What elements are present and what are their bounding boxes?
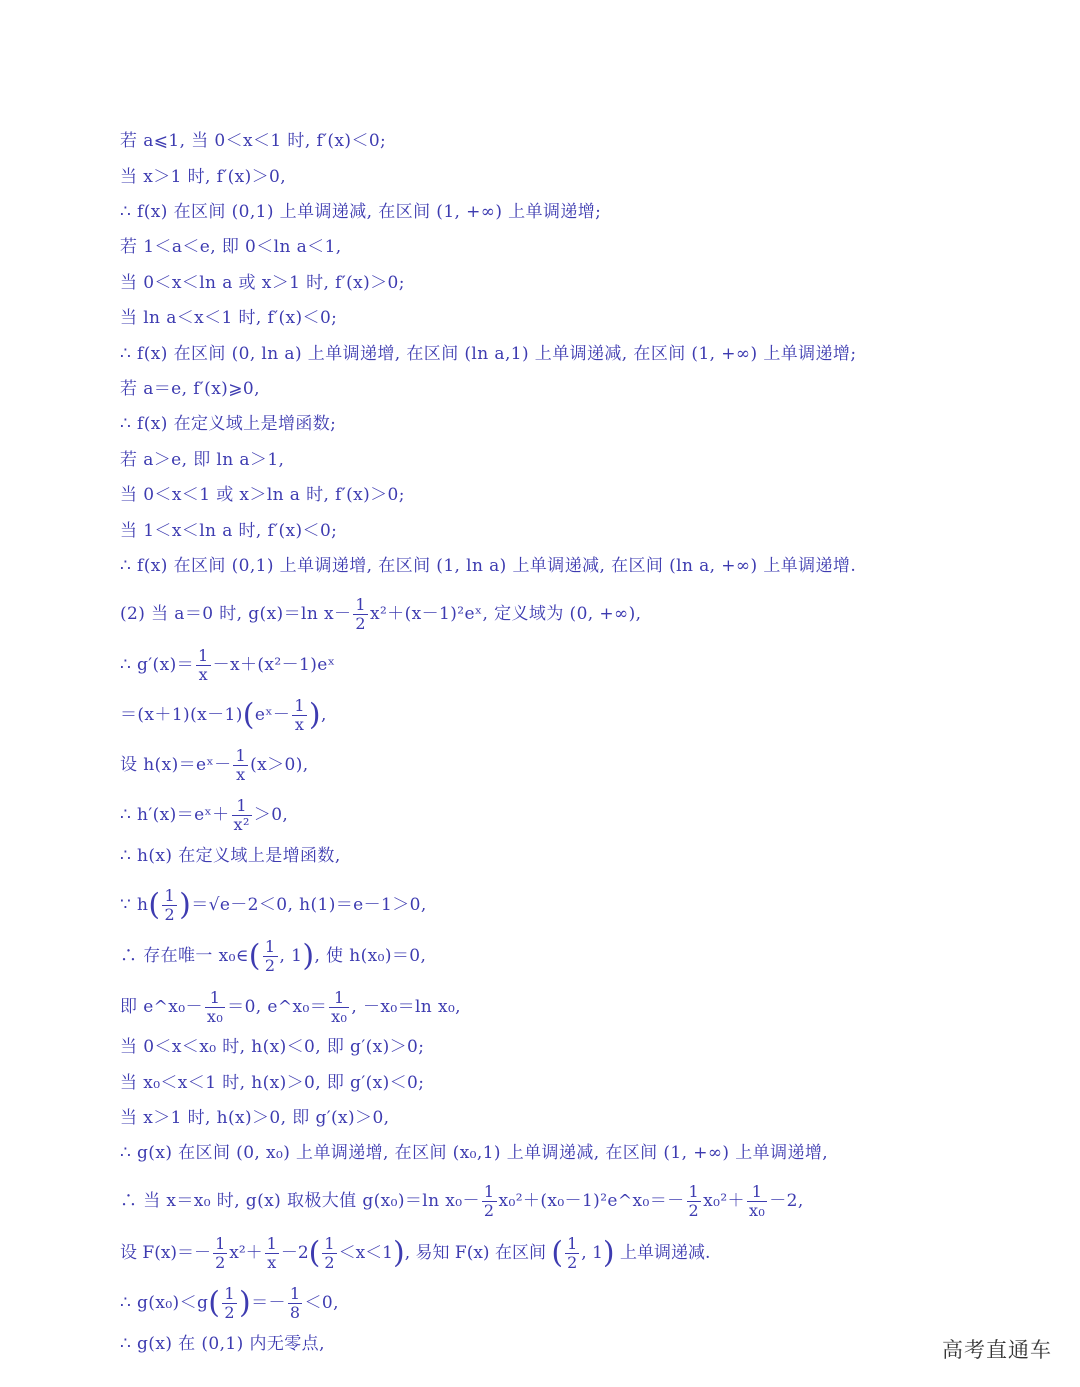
text-line: 若 1＜a＜e, 即 0＜ln a＜1, — [120, 237, 342, 257]
formula-line — [120, 938, 426, 975]
text-line: 当 ln a＜x＜1 时, f′(x)＜0; — [120, 308, 338, 328]
text-segment: (2) 当 a＝0 时, g(x)＝ln x－ — [120, 604, 352, 624]
denominator: 2 — [224, 1303, 235, 1322]
left-paren: ( — [208, 1285, 221, 1321]
right-paren: ) — [302, 938, 315, 974]
text-segment: ∴ h′(x)＝eˣ＋ — [120, 805, 230, 825]
text-segment: ＝(x＋1)(x－1) — [120, 705, 243, 725]
text-segment: ＜x＜1 — [338, 1243, 393, 1263]
text-line: 当 0＜x＜1 或 x＞ln a 时, f′(x)＞0; — [120, 485, 405, 505]
fraction — [482, 1183, 497, 1220]
right-paren: ) — [602, 1235, 615, 1271]
fraction — [162, 887, 177, 924]
text-line: ∴ g(x) 在 (0,1) 内无零点, — [120, 1334, 325, 1354]
numerator: 1 — [224, 1284, 235, 1303]
formula-line — [120, 596, 641, 633]
text-segment: ＜0, — [304, 1293, 339, 1313]
right-paren: ) — [179, 887, 192, 923]
numerator: 1 — [266, 1234, 277, 1253]
text-segment: －2, — [769, 1191, 804, 1211]
fraction — [565, 1235, 579, 1272]
right-paren: ) — [238, 1285, 252, 1321]
numerator: 1 — [747, 1183, 767, 1202]
fraction — [205, 989, 225, 1026]
text-line: 当 0＜x＜ln a 或 x＞1 时, f′(x)＞0; — [120, 273, 405, 293]
fraction — [687, 1183, 702, 1220]
left-paren: ( — [242, 697, 255, 733]
numerator: 1 — [355, 595, 366, 614]
numerator: 1 — [483, 1182, 495, 1201]
text-segment: ∴ 存在唯一 x₀∈ — [120, 946, 249, 966]
denominator: x — [236, 765, 246, 784]
text-segment: , — [321, 705, 327, 725]
text-line: ∴ h(x) 在定义域上是增函数, — [120, 846, 341, 866]
fraction — [322, 1235, 336, 1272]
fraction — [213, 1235, 227, 1272]
denominator: x₀ — [748, 1201, 766, 1220]
numerator: 1 — [215, 1234, 226, 1253]
text-segment: x₀²＋(x₀－1)²e^x₀＝－ — [498, 1191, 685, 1211]
denominator: x — [267, 1253, 277, 1272]
text-line: 若 a＝e, f′(x)⩾0, — [120, 379, 260, 399]
fraction — [233, 747, 248, 784]
text-segment: eˣ－ — [254, 705, 291, 725]
denominator: 2 — [324, 1253, 335, 1272]
fraction — [747, 1183, 767, 1220]
denominator: x — [198, 665, 209, 684]
left-paren: ( — [148, 887, 161, 923]
fraction — [196, 647, 211, 684]
fraction — [353, 596, 368, 633]
text-segment: ∴ g(x₀)＜g — [120, 1293, 209, 1313]
numerator: 1 — [688, 1182, 700, 1201]
formula-line — [120, 1285, 339, 1322]
denominator: x₀ — [331, 1007, 348, 1026]
numerator: 1 — [198, 646, 209, 665]
numerator: 1 — [164, 886, 176, 905]
denominator: 2 — [688, 1201, 700, 1220]
text-line: ∴ f(x) 在定义域上是增函数; — [120, 414, 337, 434]
numerator: 1 — [324, 1234, 335, 1253]
fraction — [288, 1285, 303, 1322]
denominator: 2 — [164, 905, 176, 924]
fraction — [265, 1235, 279, 1272]
text-segment: －2 — [280, 1243, 309, 1263]
text-segment: ＝√e－2＜0, h(1)＝e－1＞0, — [191, 895, 427, 915]
text-segment: x²＋ — [229, 1243, 263, 1263]
fraction — [292, 697, 307, 734]
formula-line — [120, 797, 288, 834]
text-segment: －x＋(x²－1)eˣ — [212, 655, 336, 675]
text-segment: ∴ g′(x)＝ — [120, 655, 195, 675]
text-line: ∴ f(x) 在区间 (0, ln a) 上单调递增, 在区间 (ln a,1) 上单调递减, 在区间 (1, +∞) 上单调递增; — [120, 344, 857, 364]
left-paren: ( — [551, 1235, 564, 1271]
fraction — [232, 797, 252, 834]
denominator: 2 — [215, 1253, 226, 1272]
text-line: 当 1＜x＜ln a 时, f′(x)＜0; — [120, 521, 338, 541]
numerator: 1 — [567, 1234, 578, 1253]
text-segment: , 使 h(x₀)＝0, — [314, 946, 427, 966]
numerator: 1 — [264, 937, 276, 956]
denominator: x₀ — [206, 1007, 224, 1026]
numerator: 1 — [294, 696, 305, 715]
formula-line — [120, 1235, 710, 1272]
text-line: 当 x＞1 时, h(x)＞0, 即 g′(x)＞0, — [120, 1108, 390, 1128]
left-paren: ( — [308, 1235, 321, 1271]
numerator: 1 — [329, 989, 349, 1008]
text-segment: , 1 — [581, 1243, 603, 1263]
left-paren: ( — [248, 938, 261, 974]
numerator: 1 — [235, 746, 247, 765]
text-segment: x₀²＋ — [703, 1191, 745, 1211]
denominator: 8 — [289, 1303, 301, 1322]
denominator: 2 — [355, 614, 366, 633]
right-paren: ) — [392, 1235, 405, 1271]
text-line: 当 x₀＜x＜1 时, h(x)＞0, 即 g′(x)＜0; — [120, 1073, 425, 1093]
text-line: ∴ g(x) 在区间 (0, x₀) 上单调递增, 在区间 (x₀,1) 上单调递减, 在区间 (1, +∞) 上单调递增, — [120, 1143, 829, 1163]
text-segment: (x＞0), — [250, 755, 309, 775]
text-segment: ∵ h — [120, 895, 149, 915]
text-segment: , －x₀＝ln x₀, — [351, 997, 461, 1017]
text-line: ∴ f(x) 在区间 (0,1) 上单调递减, 在区间 (1, +∞) 上单调递增; — [120, 202, 602, 222]
text-line: 若 a＞e, 即 ln a＞1, — [120, 450, 285, 470]
text-segment: 即 e^x₀－ — [120, 997, 203, 1017]
formula-line — [120, 697, 327, 734]
denominator: 2 — [483, 1201, 495, 1220]
numerator: 1 — [289, 1284, 301, 1303]
text-line: ∴ f(x) 在区间 (0,1) 上单调递增, 在区间 (1, ln a) 上单调递减, 在区间 (ln a, +∞) 上单调递增. — [120, 556, 857, 576]
right-paren: ) — [308, 697, 322, 733]
denominator: 2 — [264, 956, 276, 975]
text-segment: 设 h(x)＝eˣ－ — [120, 755, 232, 775]
text-line: 当 0＜x＜x₀ 时, h(x)＜0, 即 g′(x)＞0; — [120, 1037, 425, 1057]
denominator: x — [294, 715, 305, 734]
denominator: x² — [233, 815, 250, 834]
fraction — [263, 938, 278, 975]
watermark: 高考直通车 — [942, 1338, 1052, 1362]
formula-line — [120, 1183, 804, 1220]
text-segment: x²＋(x－1)²eˣ, 定义域为 (0, +∞), — [369, 604, 642, 624]
text-line: 若 a⩽1, 当 0＜x＜1 时, f′(x)＜0; — [120, 131, 387, 151]
text-segment: 上单调递减. — [614, 1243, 711, 1263]
formula-line — [120, 647, 335, 684]
fraction — [222, 1285, 237, 1322]
formula-line — [120, 887, 427, 924]
formula-line — [120, 747, 309, 784]
fraction — [329, 989, 349, 1026]
text-segment: , 1 — [279, 946, 303, 966]
text-line: 当 x＞1 时, f′(x)＞0, — [120, 167, 287, 187]
denominator: 2 — [567, 1253, 578, 1272]
numerator: 1 — [232, 797, 252, 816]
text-segment: , 易知 F(x) 在区间 — [404, 1243, 552, 1263]
text-segment: ＝－ — [251, 1293, 286, 1313]
text-segment: 设 F(x)＝－ — [120, 1243, 212, 1263]
text-segment: ∴ 当 x＝x₀ 时, g(x) 取极大值 g(x₀)＝ln x₀－ — [120, 1191, 480, 1211]
text-segment: ＞0, — [253, 805, 289, 825]
numerator: 1 — [205, 989, 225, 1008]
formula-line — [120, 989, 461, 1026]
text-segment: ＝0, e^x₀＝ — [227, 997, 328, 1017]
